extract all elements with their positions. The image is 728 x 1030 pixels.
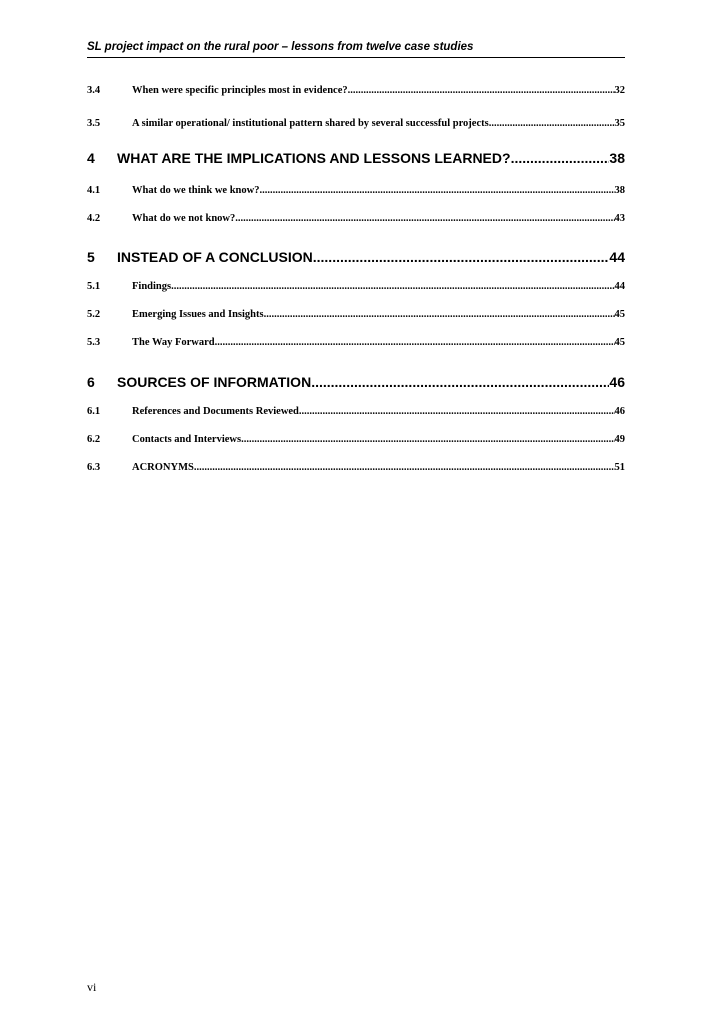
toc-entry-page: 44 bbox=[609, 249, 625, 265]
toc-entry-number: 4.1 bbox=[87, 185, 101, 196]
toc-leader-dots bbox=[348, 84, 615, 98]
running-header: SL project impact on the rural poor – lessons from twelve case studies bbox=[87, 40, 625, 58]
toc-entry-number: 5.2 bbox=[87, 309, 101, 320]
toc-leader-dots bbox=[171, 280, 614, 294]
toc-entry-number: 6.2 bbox=[87, 434, 101, 445]
toc-entry-4[interactable] bbox=[87, 149, 625, 167]
toc-entry-4-1[interactable] bbox=[87, 184, 625, 198]
toc-leader-dots bbox=[194, 461, 615, 475]
toc-entry-3-5[interactable] bbox=[87, 117, 625, 131]
toc-entry-page: 51 bbox=[614, 462, 625, 473]
toc-entry-page: 45 bbox=[614, 309, 625, 320]
toc-entry-title: Emerging Issues and Insights bbox=[132, 309, 264, 320]
toc-entry-page: 46 bbox=[614, 406, 625, 417]
toc-entry-number: 6 bbox=[87, 374, 95, 390]
toc-entry-title: What do we not know? bbox=[132, 213, 236, 224]
toc-entry-page: 32 bbox=[614, 85, 625, 96]
toc-entry-number: 3.4 bbox=[87, 85, 101, 96]
toc-entry-6-2[interactable] bbox=[87, 433, 625, 447]
toc-entry-3-4[interactable] bbox=[87, 84, 625, 98]
toc-entry-number: 4 bbox=[87, 150, 95, 166]
toc-entry-6[interactable] bbox=[87, 373, 625, 391]
toc-entry-6-3[interactable] bbox=[87, 461, 625, 475]
toc-leader-dots bbox=[511, 149, 610, 167]
toc-entry-title: INSTEAD OF A CONCLUSION bbox=[117, 249, 313, 265]
toc-entry-title: SOURCES OF INFORMATION bbox=[117, 374, 312, 390]
toc-leader-dots bbox=[259, 184, 614, 198]
toc-entry-number: 5.1 bbox=[87, 281, 101, 292]
toc-entry-number: 5.3 bbox=[87, 337, 101, 348]
toc-entry-page: 38 bbox=[609, 150, 625, 166]
toc-leader-dots bbox=[311, 373, 609, 391]
toc-entry-title: Findings bbox=[132, 281, 172, 292]
toc-entry-page: 43 bbox=[614, 213, 625, 224]
toc-entry-number: 6.1 bbox=[87, 406, 101, 417]
toc-entry-title: WHAT ARE THE IMPLICATIONS AND LESSONS LEARNED? bbox=[117, 150, 511, 166]
toc-entry-title: Contacts and Interviews bbox=[132, 434, 242, 445]
toc-entry-page: 35 bbox=[614, 118, 625, 129]
toc-entry-title: ACRONYMS bbox=[132, 462, 194, 473]
toc-entry-page: 38 bbox=[614, 185, 625, 196]
toc-entry-page: 46 bbox=[609, 374, 625, 390]
toc-entry-title: References and Documents Reviewed bbox=[132, 406, 299, 417]
toc-entry-title: The Way Forward bbox=[132, 337, 215, 348]
toc-entry-number: 6.3 bbox=[87, 462, 101, 473]
toc-entry-title: What do we think we know? bbox=[132, 185, 260, 196]
toc-entry-number: 4.2 bbox=[87, 213, 101, 224]
toc-entry-5-3[interactable] bbox=[87, 336, 625, 350]
toc-entry-page: 49 bbox=[614, 434, 625, 445]
toc-entry-5-2[interactable] bbox=[87, 308, 625, 322]
toc-entry-4-2[interactable] bbox=[87, 212, 625, 226]
toc-leader-dots bbox=[235, 212, 614, 226]
toc-entry-5[interactable] bbox=[87, 248, 625, 266]
toc-leader-dots bbox=[241, 433, 614, 447]
toc-leader-dots bbox=[264, 308, 615, 322]
toc-entry-title: A similar operational/ institutional pattern shared by several successful projects bbox=[132, 118, 489, 129]
toc-entry-5-1[interactable] bbox=[87, 280, 625, 294]
toc-entry-page: 44 bbox=[614, 281, 625, 292]
toc-entry-number: 5 bbox=[87, 249, 95, 265]
toc-entry-6-1[interactable] bbox=[87, 405, 625, 419]
toc-leader-dots bbox=[489, 117, 615, 131]
toc-entry-page: 45 bbox=[614, 337, 625, 348]
toc-entry-title: When were specific principles most in evidence? bbox=[132, 85, 348, 96]
toc-leader-dots bbox=[313, 248, 610, 266]
toc-leader-dots bbox=[215, 336, 615, 350]
toc-entry-number: 3.5 bbox=[87, 118, 101, 129]
page-number: vi bbox=[87, 980, 97, 994]
toc-leader-dots bbox=[299, 405, 615, 419]
